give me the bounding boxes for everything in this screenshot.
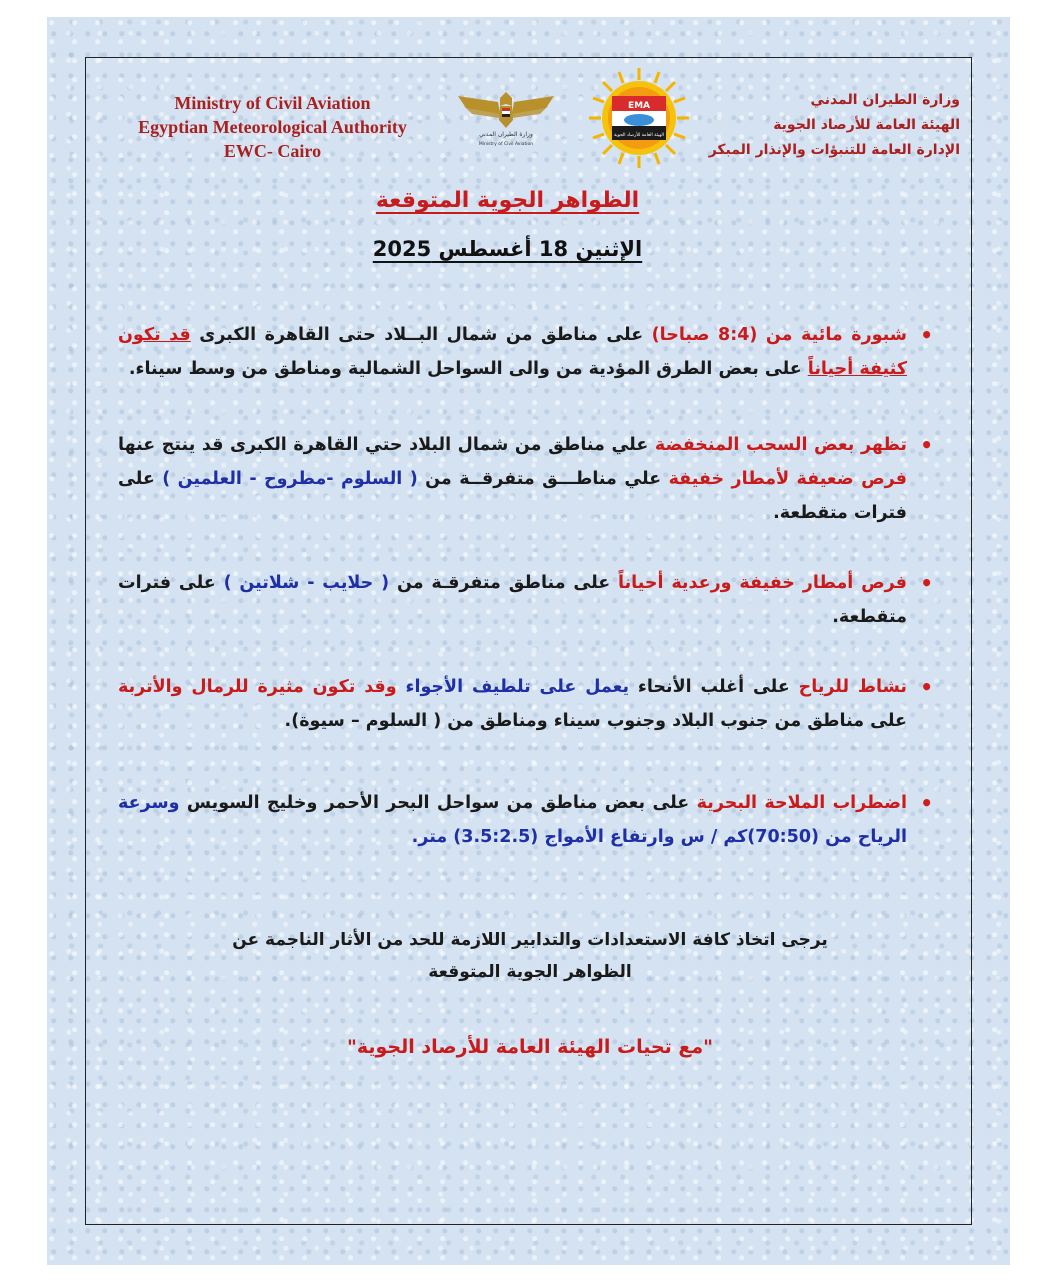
rain-places: ( حلايب - شلاتين ) — [223, 573, 390, 593]
greeting: "مع تحيات الهيئة العامة للأرصاد الجوية" — [346, 1036, 714, 1058]
closing-note — [160, 924, 900, 988]
report-date — [330, 237, 685, 261]
header-en-line-ministry: Ministry of Civil Aviation — [174, 93, 371, 113]
clouds-scattered: علي مناطـــق متفرقــة من — [417, 469, 669, 489]
wind-heading: نشاط للرياح — [798, 677, 908, 697]
header-en-line-center: EWC- Cairo — [223, 141, 322, 161]
fog-roads: على بعض الطرق المؤدية من والى السواحل الشمالية ومناطق من وسط سيناء. — [128, 359, 808, 379]
closing-line-1: يرجى اتخاذ كافة الاستعدادات والتدابير اللازمة للحد من الأثار الناجمة عن — [232, 930, 828, 950]
header-ar-line-ministry: وزارة الطيران المدني — [810, 92, 960, 108]
forecast-item-fog — [118, 318, 933, 386]
ministry-eagle-logo — [456, 84, 556, 150]
eagle-logo-caption-en: Ministry of Civil Aviation — [478, 142, 534, 147]
clouds-rain-chance: فرص ضعيفة لأمطار خفيفة — [668, 469, 908, 489]
ema-logo-text: EMA — [627, 101, 651, 111]
fog-heading: شبورة مائية من (8:4 صباحا) — [651, 325, 907, 345]
marine-heading: اضطراب الملاحة البحرية — [696, 793, 908, 813]
eagle-logo-caption-ar: وزارة الطيران المدني — [479, 131, 533, 138]
bullet-icon: • — [920, 675, 933, 699]
forecast-item-marine — [118, 786, 933, 854]
closing-line-2: الظواهر الجوية المتوقعة — [428, 962, 632, 982]
header-arabic — [640, 88, 960, 163]
fog-density: قد تكون كثيفة أحياناً — [118, 325, 907, 379]
forecast-list — [118, 318, 933, 854]
header-english — [100, 91, 445, 163]
clouds-heading: تظهر بعض السحب المنخفضة — [654, 435, 907, 455]
fog-region: على مناطق من شمال البــلاد حتى القاهرة الكبرى — [190, 325, 652, 345]
header-ar-line-authority: الهيئة العامة للأرصاد الجوية — [773, 117, 960, 133]
rain-scattered: على مناطق متفرقـة من — [389, 573, 619, 593]
rain-heading: فرص أمطار خفيفة ورعدية أحياناً — [618, 573, 907, 593]
forecast-item-clouds — [118, 428, 933, 530]
page-title-text: الظواهر الجوية المتوقعة — [375, 188, 640, 213]
wind-dust: وقد تكون مثيرة للرمال والأتربة — [118, 677, 406, 697]
report-date-text: الإثنين 18 أغسطس 2025 — [372, 237, 643, 261]
bullet-icon: • — [920, 433, 933, 457]
wind-effect: يعمل على تلطيف الأجواء — [405, 677, 630, 697]
wind-regions: على مناطق من جنوب البلاد وجنوب سيناء ومناطق من ( السلوم – سيوة). — [284, 711, 907, 731]
wind-extent: على أغلب الأنحاء — [629, 677, 799, 697]
ema-logo-name: الهيئة العامة للأرصاد الجوية — [613, 133, 665, 138]
forecast-item-wind — [118, 670, 933, 738]
clouds-places: ( السلوم -مطروح - العلمين ) — [162, 469, 418, 489]
page-title — [330, 188, 685, 213]
clouds-region: علي مناطق من شمال البلاد حتي القاهرة الكبرى قد ينتج عنها — [118, 435, 655, 455]
bullet-icon: • — [920, 571, 933, 595]
header-ar-line-center: الإدارة العامة للتنبؤات والإنذار المبكر — [708, 142, 960, 158]
forecast-item-rain — [118, 566, 933, 634]
bullet-icon: • — [920, 791, 933, 815]
rain-intervals: على فترات متقطعة. — [118, 573, 907, 627]
marine-region: على بعض مناطق من سواحل البحر الأحمر وخليج السويس — [179, 793, 697, 813]
marine-wind-waves: وسرعة الرياح من (70:50)كم / س وارتفاع الأمواج (3.5:2.5) متر. — [118, 793, 907, 847]
clouds-intervals: على فترات متقطعة. — [118, 469, 907, 523]
header-en-line-authority: Egyptian Meteorological Authority — [138, 117, 407, 137]
bullet-icon: • — [920, 323, 933, 347]
